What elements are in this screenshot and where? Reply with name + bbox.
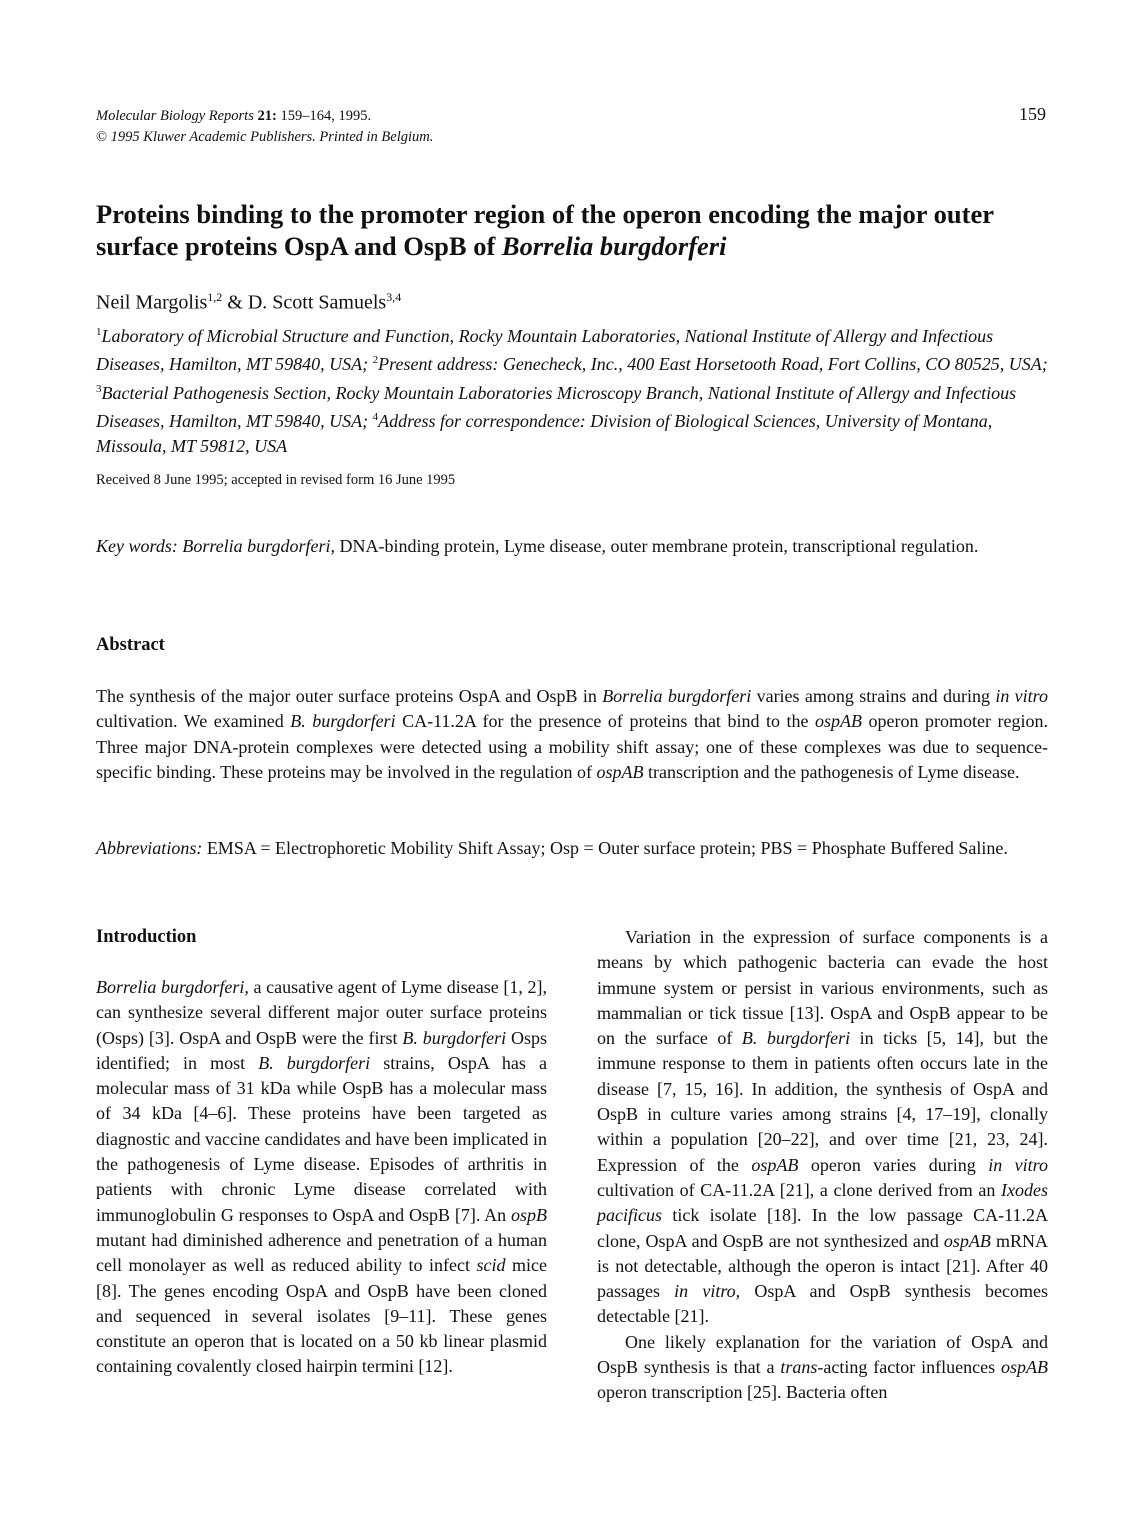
abstract-italic: ospAB: [815, 711, 862, 732]
intro-paragraph-1: [96, 975, 547, 1380]
abstract-heading: Abstract: [96, 635, 165, 655]
copyright-icon: ©: [96, 129, 108, 145]
abstract-text: The synthesis of the major outer surface proteins OspA and OspB in: [96, 686, 603, 706]
para-text: tick isolate [18]. In the low passage CA-11.2A clone, OspA and OspB are not synthesized and: [597, 1205, 1048, 1251]
intro-paragraph-3: [597, 1330, 1048, 1406]
intro-column-right: [597, 925, 1048, 1406]
para-italic: Borrelia burgdorferi,: [96, 977, 249, 997]
citation-line: [96, 106, 433, 127]
abstract-text: varies among strains and during: [751, 686, 996, 706]
title-text: Proteins binding to the promoter region of the operon encoding the major outer surface proteins OspA and OspB of: [96, 199, 994, 261]
abstract-italic: in vitro: [995, 686, 1048, 706]
title-organism: Borrelia burgdorferi: [501, 231, 727, 261]
affil-text: Address for correspondence: Division of Biological Sciences, University of Montana, Missoula, MT 59812, USA: [96, 411, 993, 456]
para-italic: ospAB: [1000, 1357, 1048, 1378]
para-italic: trans: [780, 1357, 818, 1378]
para-text: cultivation of CA-11.2A [21], a clone derived from an: [597, 1179, 1002, 1200]
para-text: mRNA is not detectable, although the operon is intact [21]. After 40 passages: [597, 1230, 1048, 1302]
page-number: 159: [1019, 104, 1046, 124]
para-text: strains, OspA has a molecular mass of 31 kDa while OspB has a molecular mass of 34 kDa [4–6]. These proteins have been targeted as diagnostic and vaccine candidates and have been implicated in the pathogenesis of Lyme disease. Episodes of arthritis in patients with chronic Lyme disease correlated with immunoglobulin G responses to OspA and OspB [7]. An: [96, 1052, 547, 1225]
journal-citation: [96, 106, 433, 148]
keywords-list: DNA-binding protein, Lyme disease, outer membrane protein, transcriptional regulation.: [335, 536, 979, 556]
abstract-text: CA-11.2A for the presence of proteins that bind to the: [395, 711, 815, 732]
affil-marker: 4: [372, 411, 379, 424]
keywords-label: Key words:: [96, 536, 178, 556]
para-text: a causative agent of Lyme disease [1, 2], can synthesize several different major outer surface proteins (Osps) [3]. OspA and OspB were the first: [96, 977, 547, 1048]
para-text: mutant had diminished adherence and penetration of a human cell monolayer as well as reduced ability to infect: [96, 1229, 547, 1276]
abstract-text: transcription and the pathogenesis of Lyme disease.: [643, 762, 1020, 783]
para-text: operon transcription [25]. Bacteria often: [597, 1382, 888, 1403]
abbreviations: [96, 836, 1048, 861]
para-text: operon varies during: [798, 1154, 989, 1175]
para-italic: B. burgdorferi: [258, 1052, 371, 1073]
intro-paragraph-2: [597, 925, 1048, 1330]
para-italic: scid: [476, 1255, 506, 1276]
journal-name: Molecular Biology Reports: [96, 108, 254, 124]
abstract-text: operon promoter region. Three major DNA-protein complexes were detected using a mobility shift assay; one of these complexes was due to sequence-specific binding. These proteins may be involved in the regulation of: [96, 711, 1048, 783]
para-text: OspA and OspB synthesis becomes detectable [21].: [597, 1281, 1048, 1327]
copyright-line: [96, 127, 433, 148]
para-italic: in vitro: [988, 1154, 1048, 1175]
para-text: Variation in the expression of surface components is a means by which pathogenic bacteria can evade the host immune system or persist in various environments, such as mammalian or tick tissue [13]. OspA and OspB appear to be on the surface of: [597, 927, 1048, 1049]
para-text: One likely explanation for the variation of OspA and OspB synthesis is that a: [597, 1331, 1048, 1378]
author-name: D. Scott Samuels: [247, 291, 387, 314]
article-title: [96, 198, 1056, 262]
abstract-italic: ospAB: [596, 762, 644, 783]
para-italic: ospAB: [751, 1154, 799, 1175]
para-text: in ticks [5, 14], but the immune response to them in patients often occurs late in the disease [7, 15, 16]. In addition, the synthesis of OspA and OspB in culture varies among strains [4, 17–19], clonally within a population [20–22], and over time [21, 23, 24]. Expression of the: [597, 1028, 1048, 1175]
received-dates: Received 8 June 1995; accepted in revised form 16 June 1995: [96, 472, 456, 488]
affil-marker: 3: [96, 382, 102, 395]
para-italic: B. burgdorferi: [402, 1027, 507, 1048]
intro-column-left: [96, 975, 547, 1380]
keywords: [96, 534, 1048, 559]
affil-text: Present address: Genecheck, Inc., 400 East Horsetooth Road, Fort Collins, CO 80525, USA;: [378, 354, 1048, 375]
para-italic: in vitro,: [674, 1281, 741, 1302]
author-conjunction: &: [222, 291, 248, 314]
copyright-text: 1995 Kluwer Academic Publishers. Printed in Belgium.: [110, 129, 434, 145]
para-italic: B. burgdorferi: [741, 1028, 851, 1049]
journal-pages-year: 159–164, 1995.: [280, 108, 372, 124]
author-name: Neil Margolis: [96, 291, 208, 314]
para-text: -acting factor influences: [817, 1357, 1001, 1378]
affiliations: [96, 320, 1056, 458]
abbreviations-label: Abbreviations:: [96, 838, 203, 858]
affil-text: Bacterial Pathogenesis Section, Rocky Mountain Laboratories Microscopy Branch, National Institute of Allergy and Infectious Diseases, Hamilton, MT 59840, USA;: [96, 382, 1017, 432]
keywords-organism: Borrelia burgdorferi,: [182, 536, 335, 556]
journal-volume: 21:: [257, 108, 277, 124]
affil-marker: 1: [96, 326, 102, 338]
para-italic: ospAB: [943, 1230, 991, 1251]
abbreviations-text: EMSA = Electrophoretic Mobility Shift Assay; Osp = Outer surface protein; PBS = Phosphate Buffered Saline.: [202, 838, 1008, 858]
author-affil-ref: 3,4: [386, 290, 402, 304]
author-affil-ref: 1,2: [207, 290, 223, 304]
para-italic: Ixodes pacificus: [597, 1179, 1048, 1226]
abstract-italic: Borrelia burgdorferi: [602, 686, 752, 706]
para-italic: ospB: [511, 1204, 547, 1225]
author-list: [96, 290, 401, 315]
para-text: Osps identified; in most: [96, 1027, 547, 1073]
para-text: mice [8]. The genes encoding OspA and OspB have been cloned and sequenced in several isolates [9–11]. These genes constitute an operon that is located on a 50 kb linear plasmid containing covalently closed hairpin termini [12].: [96, 1255, 547, 1377]
affil-marker: 2: [372, 354, 379, 367]
affil-text: Laboratory of Microbial Structure and Function, Rocky Mountain Laboratories, National Institute of Allergy and Infectious Diseases, Hamilton, MT 59840, USA;: [96, 326, 994, 375]
abstract-body: [96, 684, 1048, 786]
abstract-italic: B. burgdorferi: [290, 711, 396, 732]
abstract-text: cultivation. We examined: [96, 711, 291, 732]
introduction-heading: Introduction: [96, 927, 197, 947]
